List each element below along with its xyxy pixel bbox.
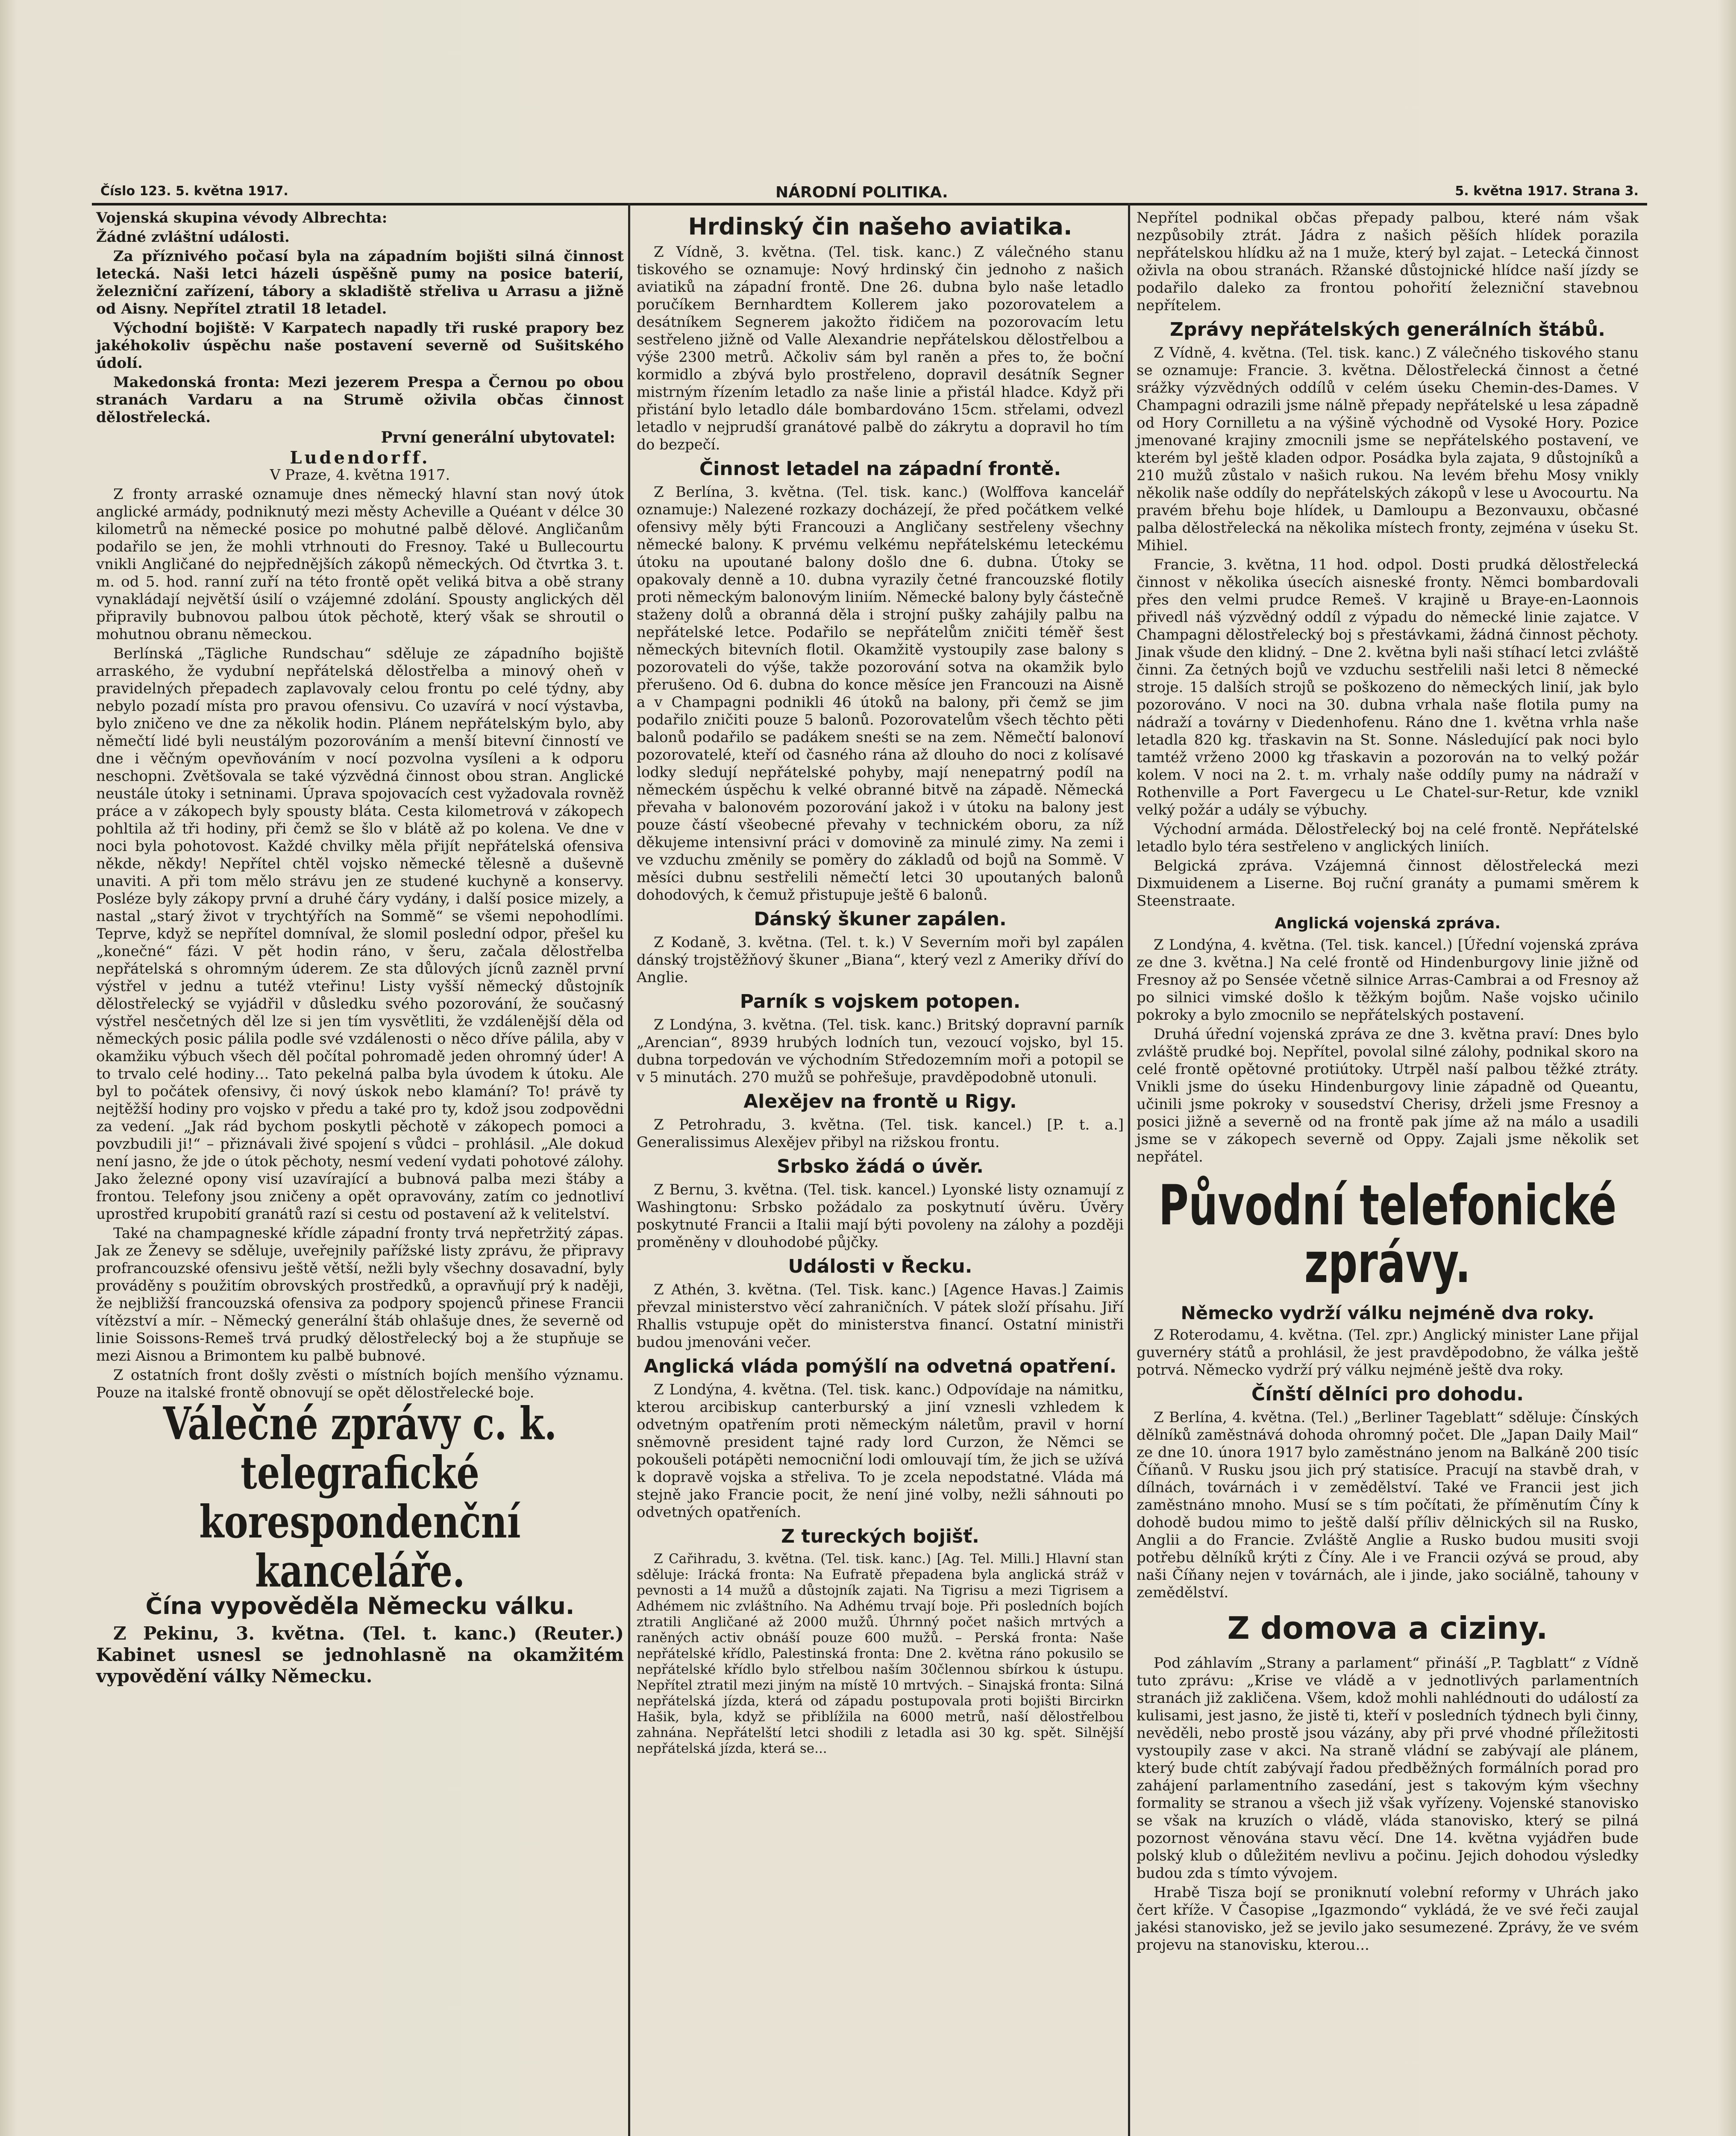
aircraft-activity-heading: Činnost letadel na západní frontě.: [699, 458, 1061, 480]
alexeyev-text: Z Petrohradu, 3. května. (Tel. tisk. kancel.) [P. t. a.] Generalissimus Alexějev přibyl na rižskou frontu.: [637, 1116, 1124, 1151]
albrecht-text: Žádné zvláštní události.: [96, 229, 290, 246]
belgian-report-text: Belgická zpráva. Vzájemná činnost dělostřelecká mezi Dixmuidenem a Liserne. Boj ruční granáty a pumami směrem k Steenstraate.: [1137, 857, 1639, 910]
france-evening-report-text: Francie, 3. května, 11 hod. odpol. Dosti prudká dělostřelecká činnost v několika úsecích aisneské fronty. Němci bombardovali přes den velmi prudce Remeš. V krajině u Braye-en-Laonnois přivedl náš výzvědný oddíl z výpadu do německé linie zajatce. V Champagni dělostřelecký boj s přestávkami, žádná činnost pěchoty. Jinak všude den klidný. – Dne 2. května byli naši stíhací letci zvláště činni. Za četných bojů ve vzduchu sestřelili naši letci 8 německé stroje. 15 dalších strojů se poškozeno do německých linií, jak bylo pozorováno. V noci na 30. dubna vrhala naše flotila pumy na nádraží a továrny v Diedenhofenu. Ráno dne 1. května vrhla naše letadla 820 kg. třaskavin na St. Sonne. Následující pak noci bylo tamtéž vrženo 2000 kg třaskavin a pozorován na to velký požár kolem. V noci na 2. t. m. vrhaly naše oddíly pumy na nádraží v Rothenville a Port Favergecu u Le Chatel-sur-Retur, kde vznikl velký požár a udály se výbuchy.: [1137, 556, 1639, 819]
signature-name: Ludendorff.: [290, 448, 430, 468]
telephone-reports-heading: Původní telefonické zprávy.: [1158, 1173, 1617, 1296]
home-abroad-heading: Z domova a ciziny.: [1227, 1610, 1548, 1646]
aircraft-activity-text: Z Berlína, 3. května. (Tel. tisk. kanc.) (Wolffova kancelář oznamuje:) Nalezené rozkazy docházejí, že před počátkem velké ofensivy měly býti Francouzi a Angličany sestřeleny všechny německé balony. K prvému velkému nepřátelskému leteckému útoku na upoutané balony došlo dne 6. dubna. Útoky se opakovaly denně a 10. dubna vyrazily četné francouzské flotily proti německým balonovým liniím. Německé balony byly částečně staženy dolů a obranná děla i strojní pušky zahájily palbu na nepřátelské letce. Podařilo se nepřátelům zničiti téměř šest německých bitevních flotil. Okamžitě vystoupily zase balony s pozorovateli do výše, takže pozorování sotva na okamžik bylo přerušeno. Od 6. dubna do konce měsíce jen Francouzi na Aisně a v Champagni podnikli 46 útoků na balony, při čemž se jim podařilo zničiti pouze 5 balonů. Pozorovatelům všech těchto pěti balonů podařilo se padákem sneśti se na zem. Němečtí balonoví pozorovatelé, kteří od časného rána až dlouho do noci z kolísavé lodky sledují nepřátelské pohyby, mají nenepatrný podíl na německém úspěchu k velké obranné bitvě na západě. Německá převaha v balonovém pozorování jakož i v útoku na balony jest pouze částí všeobecné převahy v technickém oboru, za níž děkujeme intensivní práci v domovině za minulé zimy. Na zemi i ve vzduchu změnily se poměry do základů od bojů na Sommě. V měsíci dubnu sestřelili němečtí letci 30 upoutaných balonů dohodových, k čemuž přistupuje ještě 6 balonů.: [637, 484, 1124, 904]
header-masthead: NÁRODNÍ POLITIKA.: [775, 184, 948, 201]
steamer-sunk-heading: Parník s vojskem potopen.: [740, 991, 1021, 1012]
germany-war-text: Z Roterodamu, 4. května. (Tel. zpr.) Anglický minister Lane přijal guvernéry států a prohlásil, že jest pravděpodobno, že válka ještě potrvá. Německo vydrží prý válku nejméně ještě dva roky.: [1137, 1326, 1639, 1379]
column-1: [96, 209, 624, 1689]
danish-schooner-text: Z Kodaně, 3. května. (Tel. t. k.) V Severním moři byl zapálen dánský trojstěžňový škuner „Biana“, který vezl z Ameriky dříví do Anglie.: [637, 934, 1124, 986]
column-2: [637, 209, 1124, 1758]
eastern-army-text: Východní armáda. Dělostřelecký boj na celé frontě. Nepřátelské letadlo bylo téra sestřeleno v anglických liniích.: [1137, 821, 1639, 855]
danish-schooner-heading: Dánský škuner zapálen.: [754, 908, 1007, 930]
column-rule-1: [628, 203, 630, 2136]
china-war-text: Z Pekinu, 3. května. (Tel. t. kanc.) (Reuter.) Kabinet usnesl se jednohlasně na okamžitém vypovědění války Německu.: [96, 1623, 624, 1687]
parties-parliament-text: Pod záhlavím „Strany a parlament“ přináší „P. Tagblatt“ z Vídně tuto zprávu: „Krise ve vládě a v jednotlivých parlamentních stranách již zakličena. Všem, kdož mohli nahlédnouti do událostí za kulisami, jest jasno, že jistě ti, kteří v posledních týdnech byli činny, nevěděli, nebo prostě jsou vázány, aby při prvé vhodné příležitosti vystoupily zase v akci. Na straně vládní se zabývají ale plánem, který bude chtít zabývají řadou předběžných formálních porad pro zahájení parlamentního zasedání, jest s takovým kým všechny formality se stranou a všech již však vyřízeny. Vojenské stanovisko se však na kruzích o vládě, vláda stanovisko, který se pilná pozornost věnována stavu věcí. Dne 14. května vyjádřen bude polský klub o důležitém nevlivu a počinu. Jejich dohodou výsledky budou zda s tímto vývojem.: [1137, 1655, 1639, 1882]
chinese-workers-text: Z Berlína, 4. května. (Tel.) „Berliner Tageblatt“ sděluje: Čínských dělníků zaměstnává dohoda ohromný počet. Dle „Japan Daily Mail“ ze dne 10. února 1917 bylo zaměstnáno jenom na Balkáně 200 tisíc Číňanů. V Rusku jsou jich prý statisíce. Pracují na stavbě drah, v dílnách, továrnách i v zemědělství. Také ve Francii jest jich zaměstnáno mnoho. Musí se s tím počítati, že příměnutím Číny k dohodě budou mimo to ještě další příliv dělnických sil na Rusko, Anglii a do Francie. Zvláště Anglie a Rusko budou musiti svoji potřebu dělníků krýti z Číny. Ale i ve Francii ozývá se proud, aby naši Číňany nejen v továrnách, ale i jinde, jako sociálně, tahouny v zemědělství.: [1137, 1409, 1639, 1601]
eastern-front-text: Východní bojiště: V Karpatech napadly tři ruské prapory bez jakéhokoliv úspěchu naše postavení severně od Sušitského údolí.: [96, 320, 624, 372]
column-rule-2: [1128, 203, 1130, 2136]
dateline: V Praze, 4. května 1917.: [270, 467, 450, 484]
english-report-text: Z Londýna, 4. května. (Tel. tisk. kancel.) [Úřední vojenská zpráva ze dne 3. května.] Na celé frontě od Hindenburgovy linie jižně od Fresnoy až po Sensée včetně silnice Arras-Cambrai a od Fresnoy až po silnici vimské došlo k těžkým bojům. Naše vojsko učinilo pokroky a bylo zmocnilo se nepřátelských postavení.: [1137, 936, 1639, 1024]
france-report-text: Z Vídně, 4. května. (Tel. tisk. kanc.) Z válečného tiskového stanu se oznamuje: Francie. 3. května. Dělostřelecká činnost a četné srážky výzvědných oddílů v celém úseku Chemin-des-Dames. V Champagni odrazili jsme nálně přepady nepřátelské u lesa západně od Hory Cornilletu a na výšině východně od Vysoké Hory. Pozice jmenované krajiny zmocnili jsme se nepřátelského postavení, ve kterém byl ještě kladen odpor. Posádka byla zajata, 9 důstojníků a 210 mužů zůstalo v našich rukou. Na levém břehu Mosy vnikly několik naše oddíly do nepřátelských zákopů v lese u Avocourtu. Na pravém břehu boje hlídek, u Damloupu a Bezonvauxu, občasné palba dělostřelecká na několika místech fronty, zejména v úseku St. Mihiel.: [1137, 344, 1639, 554]
alexeyev-heading: Alexějev na frontě u Rigy.: [743, 1091, 1017, 1112]
china-war-heading: Čína vypověděla Německu válku.: [145, 1593, 575, 1620]
other-fronts-text: Z ostatních front došly zvěsti o místních bojích menšího významu. Pouze na italské frontě obnovují se opět dělostřelecké boje.: [96, 1367, 624, 1401]
telegraph-reports-heading: Válečné zprávy c. k. telegrafické korespondenční kanceláře.: [163, 1397, 557, 1597]
steamer-sunk-text: Z Londýna, 3. května. (Tel. tisk. kanc.) Britský dopravní parník „Arencian“, 8939 hrubých lodních tun, vezoucí vojsko, byl 15. dubna torpedován ve východním Středozemním moři a potopil se v 5 minutách. 270 mužů se pohřešuje, pravděpodobně utonuli.: [637, 1016, 1124, 1086]
aviator-text: Z Vídně, 3. května. (Tel. tisk. kanc.) Z válečného stanu tiskového se oznamuje: Nový hrdinský čin jednoho z našich aviatiků na západní frontě. Dne 26. dubna bylo naše letadlo poručíkem Bernhardtem Kollerem jako pozorovatelem a desátníkem Segnerem jakožto řidičem na pozorovacím letu sestřeleno jižně od Valle Alexandrie nepřátelskou dělostřelbou a výše 2300 metrů. Ačkoliv sám byl raněn a přes to, že boční kormidlo a zbývá bylo prostřeleno, dopravil desátník Segner mistrným řízením letadlo za naše linie a přistál hladce. Když při přistání bylo letadlo dále bombardováno 15cm. střelami, odvezl letadlo v nejprudší granátové palbě do zákrytu a dopravil ho tím do bezpečí.: [637, 244, 1124, 453]
running-header: [92, 179, 1647, 205]
greece-events-text: Z Athén, 3. května. (Tel. Tisk. kanc.) [Agence Havas.] Zaimis převzal ministerstvo věcí zahraničních. V pátek složí přísahu. Jiří Rhallis vstupuje opět do ministerstva financí. Ostatní ministři budou jmenováni večer.: [637, 1281, 1124, 1351]
column-3: [1137, 209, 1639, 1956]
header-page-number: 5. května 1917. Strana 3.: [1455, 184, 1639, 199]
macedonian-front-text: Makedonská fronta: Mezi jezerem Prespa a Černou po obou stranách Vardaru a na Strumě oživila občas činnost dělostřelecká.: [96, 374, 624, 426]
germany-war-heading: Německo vydrží válku nejméně dva roky.: [1181, 1303, 1595, 1323]
serbia-credit-text: Z Bernu, 3. května. (Tel. tisk. kancel.) Lyonské listy oznamují z Washingtonu: Srbsko požádalo za poskytnutí úvěru. Úvěry poskytnuté Francii a Italii mají býti povoleny na zálohy a později proměněny v dlouhodobé půjčky.: [637, 1181, 1124, 1251]
air-activity-text: Za příznivého počasí byla na západním bojišti silná činnost letecká. Naši letci házeli úspěšně pumy na posice baterií, železniční zařízení, tábory a skladiště střeliva u Arrasu a jižně od Aisny. Nepřítel ztratil 18 letadel.: [96, 248, 624, 317]
tisza-text: Hrabě Tisza bojí se proniknutí volební reformy v Uhrách jako čert kříže. V Časopise „Igazmondo“ vykládá, že ve své řeči zaujal jakési stanovisko, jež se jevilo jako sesumezené. Zprávy, že ve svém projevu na stanovisku, kterou...: [1137, 1884, 1639, 1954]
aviator-heading: Hrdinský čin našeho aviatika.: [688, 213, 1072, 240]
header-rule: [92, 203, 1647, 205]
continued-text: Nepřítel podnikal občas přepady palbou, které nám však nezpůsobily ztrát. Jádra z našich pěších hlídek porazila nepřátelskou hlídku až na 1 muže, který byl zajat. – Letecká činnost oživla na obou stranách. Ržanské důstojnické hlídce naší jízdy se podařilo daleko za frontou pohořití železniční stavebnou nepřítelem.: [1137, 209, 1639, 314]
enemy-staff-reports-heading: Zprávy nepřátelských generálních štábů.: [1170, 319, 1605, 340]
english-military-report-heading: Anglická vojenská zpráva.: [1274, 915, 1501, 932]
header-issue: Číslo 123. 5. května 1917.: [100, 184, 288, 199]
greece-events-heading: Události v Řecku.: [788, 1256, 972, 1277]
rundschau-text: Berlínská „Tägliche Rundschau“ sděluje ze západního bojiště arraského, že vydubní nepřátelská dělostřelba a minový oheň v pravidelných přepadech zaplavovaly celou frontu po celé týdny, aby nebylo pozadí místa pro pravou ofensivu. Co uzavírá v nocí výstavba, bylo zničeno ve dne za několik hodin. Plánem nepřátelským bylo, aby němečtí lidé byli neustálým pozorováním a menší bitevní činností ve dne i věčným opevňováním v nocí pozvolna vysíleni a k odporu neschopni. Zvětšovala se také výzvědná činnost obou stran. Anglické neustále útoky i setninami. Úprava spojovacích cest vyžadovala rovněž práce a v zákopech byly spousty bláta. Cesta kilometrová v zákopech pohltila až tři hodiny, při čemž se šlo v blátě až po kolena. Ve dne v noci byla pohotovost. Každé chvilky měla přijít nepřátelská ofensiva někde, někdy! Nepřítel chtěl vojsko německé tělesně a duševně unaviti. A při tom mělo strávu jen ze studené kuchyně a konservy. Posléze byly zákopy první a druhé čáry vydány, i další posice mizely, a nastal „starý život v trychtýřích na Sommě“ se všemi nepohodlími. Teprve, když se nepřítel domníval, že slomil poslední odpor, přešel ku „konečné“ fázi. V pět hodin ráno, v šeru, začala dělostřelba nepřátelská s ohromným úderem. Ze sta důlových jícnů zazněl první výstřel v jednu a tutéž vteřinu! Listy vyšší německý důstojník dělostřelecký se vyjádřil v důsledku svého pozorování, že současný výstřel nesčetných děl lze si jen tím vysvětliti, že vzdálenější děla od německých posic pálila podle své vzdálenosti o něco dříve pálila, aby v okamžiku výbuch všech děl počítal pohromadě jeden ohromný úder! A to trvalo celé hodiny… Tato pekelná palba byla úvodem k útoku. Ale byl to počátek ofensivy, či nový úskok nebo klamání? To! právě ty nejtěžší hodiny pro vojsko v předu a také pro ty, kdož jsou zodpovědni za vedení. „Jak rád bychom poskytli pěchotě v zákopech pomoci a povzbudili ji!“ – přiznávali živé spojení s vůdci – prohlásil. „Ale dokud není jasno, že jde o útok pěchoty, nesmí vedení vydati pohotové zálohy. Jako železné opony visí uzavírající a bubnová palba mezi štáby a frontou. Telefony jsou zničeny a opět opravovány, zatím co jednotliví uprostřed krupobití granátů razí si cestu od postavení až k velitelství.: [96, 645, 624, 1223]
arras-front-text: Z fronty arraské oznamuje dnes německý hlavní stan nový útok anglické armády, podniknutý mezi městy Acheville a Quéant v délce 30 kilometrů na německé posice po mohutné palbě dělové. Angličanům podařilo se jen, že mohli vtrhnouti do Fresnoy. Také u Bullecourtu vnikli Angličané do nejpřednějších zákopů německých. Od čtvrtka 3. t. m. od 5. hod. ranní zuří na této frontě opět veliká bitva a obě strany vynakládají největší úsilí o vzájemné zdolání. Spousty anglických děl připravily bubnovou palbou útok pěchotě, který však se shroutil o mohutnou obranu německou.: [96, 486, 624, 643]
champagne-text: Také na champagneské křídle západní fronty trvá nepřetržitý zápas. Jak ze Ženevy se sděluje, uveřejnily pařížské listy zprávu, že připravy profrancouzské ofensivu ještě větší, nežli byly všechny dosavadní, byly prováděny s použitím obrovských prostředků, a opravňují prý k naději, že nejbližší francouzská ofensiva za podpory spojenců přinese Francii vítězství a mír. – Německý generální štáb ohlašuje dnes, že severně od linie Soissons-Remeš trvá prudký dělostřelecký boj a že stupňuje se mezi Aisnou a Brimontem ku palbě bubnové.: [96, 1225, 624, 1364]
english-reprisal-text: Z Londýna, 4. května. (Tel. tisk. kanc.) Odpovídaje na námitku, kterou arcibiskup canterburský a jiní vznesli vzhledem k odvetným opatřením proti německým náletům, pravil v horní sněmovně president tajné rady lord Curzon, že Němci se pokoušeli potápěti nemocniční lodi omlouvají tím, že jich se užívá k dopravě vojska a střeliva. To je zcela nepodstatné. Vláda má stejně jako Francie pocit, že není jiné volby, nežli sáhnouti po odvetných opatřeních.: [637, 1381, 1124, 1521]
second-english-report-text: Druhá úřední vojenská zpráva ze dne 3. května praví: Dnes bylo zvláště prudké boj. Nepřítel, povolal silné zálohy, podnikal skoro na celé frontě opětovné protiútoky. Utrpěl naší palbou těžké ztráty. Vnikli jsme do úseku Hindenburgovy linie západně od Queantu, učinili jsme pokroky v sousedství Cherisy, drželi jsme Fresnoy a posici jižně a severně od na frontě pak jíme až na málo a usadili jsme se v zákopech severně od Oppy. Zajali jsme několik set nepřátel.: [1137, 1026, 1639, 1165]
turkish-front-text: Z Cařihradu, 3. května. (Tel. tisk. kanc.) [Ag. Tel. Milli.] Hlavní stan sděluje: Irácká fronta: Na Eufratě přepadena byla anglická stráž v pevnosti a 14 mužů a důstojník zajati. Na Tigrisu a mezi Tigrisem a Adhémem nic zvláštního. Na Adhému trvají boje. Při posledních bojích ztratili Angličané až 2000 mužů. Úhrnný počet našich mrtvých a raněných activ obnáší pouze 600 mužů. – Perská fronta: Naše nepřátelské křídlo, Palestinská fronta: Dne 2. května ráno pokusilo se nepřátelské křídlo bylo střelbou naším 30člennou sbírkou k ústupu. Nepřítel ztratil mezi jiným na místě 10 mrtvých. – Sinajská fronta: Silná nepřátelská jízda, která od západu postupovala proti bojišti Bircirkn Hašik, byla, když se přiblížila na 6000 metrů, naší dělostřelbou zahnána. Nepřátelští letci shodili z letadla asi 30 kg. spět. Silnější nepřátelská jízda, která se...: [637, 1551, 1124, 1756]
chinese-workers-heading: Čínští dělníci pro dohodu.: [1251, 1383, 1524, 1405]
serbia-credit-heading: Srbsko žádá o úvěr.: [776, 1156, 984, 1177]
english-reprisal-heading: Anglická vláda pomýšlí na odvetná opatření.: [643, 1356, 1117, 1377]
signature-title: První generální ubytovatel:: [381, 428, 615, 446]
albrecht-heading: Vojenská skupina vévody Albrechta:: [96, 209, 388, 226]
turkish-front-heading: Z tureckých bojišť.: [781, 1526, 979, 1547]
